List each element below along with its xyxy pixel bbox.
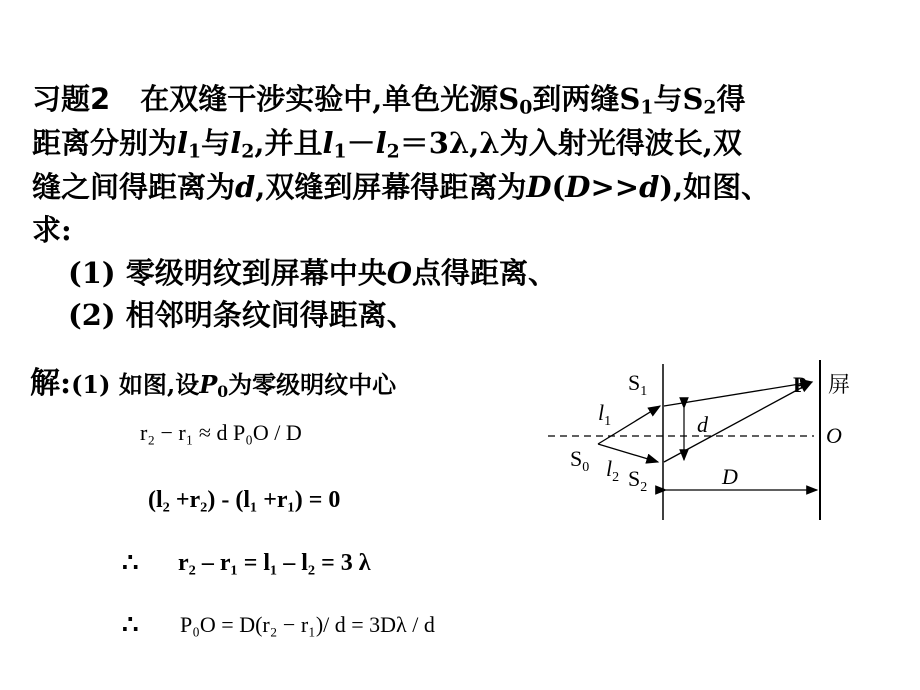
label-S2: $S_2$ (628, 466, 648, 495)
problem-text: 距离分别为 (32, 126, 178, 160)
var-D: D (526, 170, 552, 204)
problem-text: 在双缝干涉实验中,单色光源S (140, 82, 520, 116)
problem-text: 到两缝S (532, 82, 641, 116)
therefore-symbol: ∴ (122, 610, 139, 640)
problem-title: 习题2 (32, 82, 111, 116)
problem-text: ( (551, 170, 566, 204)
equation-3: r₂ – r₁ = l₁ – l₂ = 3 λ (178, 550, 371, 576)
sub-text: 0 (217, 381, 229, 401)
label-d: d (697, 412, 708, 437)
label-P: P (793, 372, 807, 397)
question-2: (2) 相邻明条纹间得距离、 (68, 298, 416, 332)
sub-text: 1 (640, 96, 654, 119)
var-d: d (639, 170, 660, 204)
var-l: l (177, 126, 189, 160)
label-screen: 屏 (828, 373, 851, 398)
problem-text: >> (590, 170, 640, 204)
label-S0: $S_0$ (570, 446, 590, 475)
sub-text: 2 (241, 140, 255, 163)
label-D: D (722, 464, 738, 489)
problem-text: ,并且 (254, 126, 323, 160)
question-text: 点得距离、 (411, 256, 557, 290)
question-text: (1) 零级明纹到屏幕中央 (68, 256, 387, 290)
problem-line-4: 求: (32, 213, 72, 247)
var-P: P (199, 370, 218, 399)
problem-text: 缝之间得距离为 (32, 170, 236, 204)
problem-text: ,双缝到屏幕得距离为 (255, 170, 527, 204)
sub-text: 2 (386, 140, 400, 163)
label-S1: $S_1$ (628, 370, 648, 399)
label-l2: $l_2$ (606, 456, 620, 485)
solution-text: (1) 如图,设 (71, 370, 200, 399)
sub-text: 1 (333, 140, 347, 163)
problem-text: 与 (201, 126, 231, 160)
label-O: O (826, 423, 842, 448)
problem-text: － (346, 126, 376, 160)
solution-text: 为零级明纹中心 (228, 370, 397, 399)
var-l: l (230, 126, 242, 160)
sub-text: 0 (519, 96, 533, 119)
var-O: O (386, 256, 412, 290)
solution-label: 解: (30, 366, 72, 401)
problem-text: ＝3λ,λ为入射光得波长,双 (399, 126, 742, 160)
sub-text: 2 (703, 96, 717, 119)
equation-1: r₂ − r₁ ≈ d P₀O / D (140, 420, 302, 445)
problem-text: ),如图、 (659, 170, 771, 204)
var-l: l (375, 126, 387, 160)
equation-2: (l₂ +r₂) - (l₁ +r₁) = 0 (148, 487, 341, 513)
therefore-symbol: ∴ (122, 548, 139, 578)
problem-text: 与S (653, 82, 704, 116)
var-D: D (565, 170, 591, 204)
var-l: l (322, 126, 334, 160)
var-d: d (235, 170, 256, 204)
label-l1: $l_1$ (598, 400, 612, 429)
sub-text: 1 (188, 140, 202, 163)
problem-text: 得 (716, 82, 746, 116)
equation-4: P₀O = D(r₂ − r₁)/ d = 3Dλ / d (180, 612, 435, 637)
